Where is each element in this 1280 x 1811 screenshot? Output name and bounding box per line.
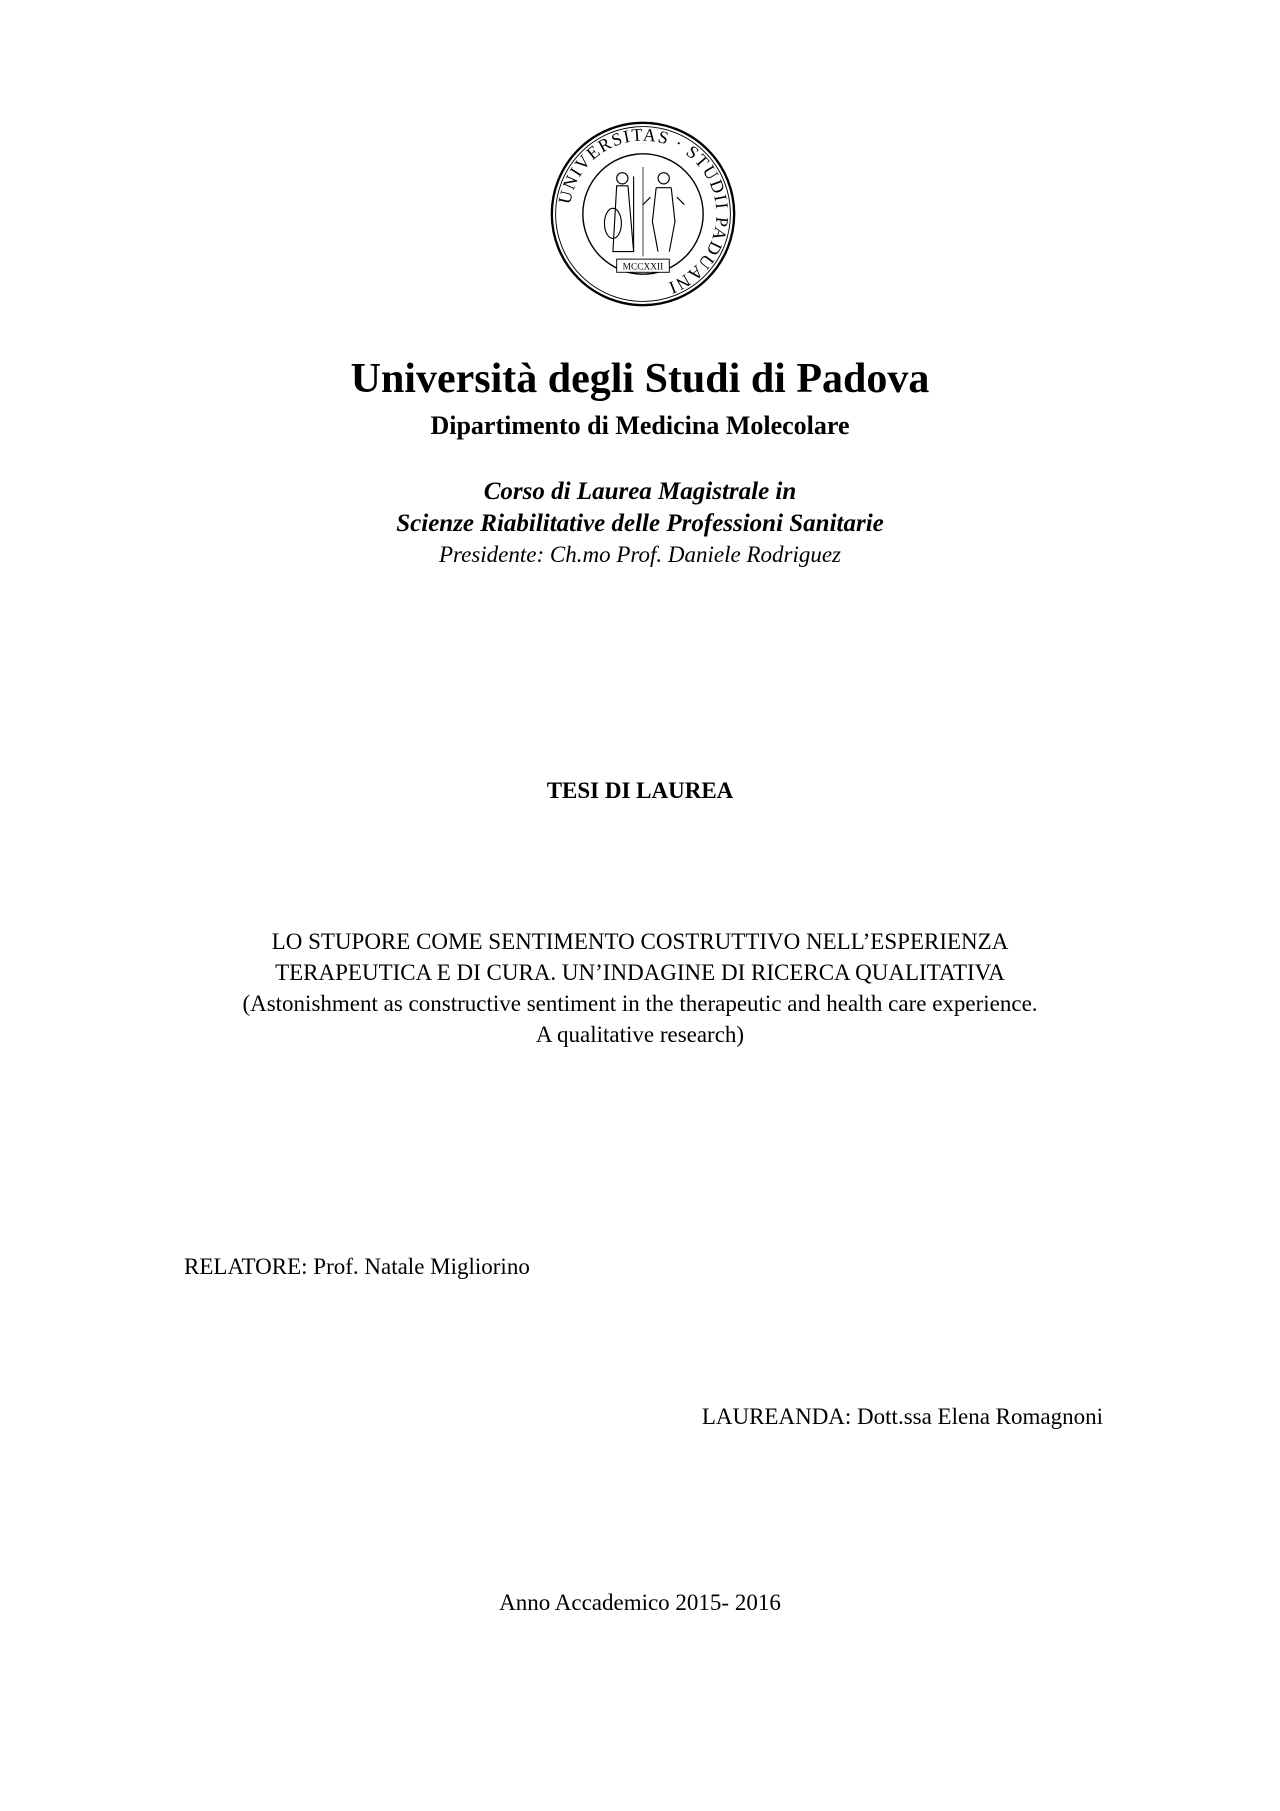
thesis-title-line-1: LO STUPORE COME SENTIMENTO COSTRUTTIVO NELL’ESPERIENZA	[271, 929, 1009, 954]
seal-year: MCCXXII	[622, 262, 664, 273]
seal-right-figure	[643, 173, 684, 252]
course-line-1: Corso di Laurea Magistrale in	[483, 478, 797, 505]
thesis-title-line-3: (Astonishment as constructive sentiment in the therapeutic and health care experience.	[242, 991, 1038, 1016]
seal-ring-text: UNIVERSITAS · STUDII PADUANI	[554, 124, 733, 299]
academic-year: Anno Accademico 2015- 2016	[499, 1590, 781, 1615]
thesis-title-line-2: TERAPEUTICA E DI CURA. UN’INDAGINE DI RICERCA QUALITATIVA	[275, 960, 1005, 985]
laureanda-line: LAUREANDA: Dott.ssa Elena Romagnoni	[701, 1404, 1103, 1429]
course-line-2: Scienze Riabilitative delle Professioni Sanitarie	[396, 510, 884, 537]
department-name: Dipartimento di Medicina Molecolare	[430, 411, 850, 440]
relatore-line: RELATORE: Prof. Natale Migliorino	[184, 1254, 530, 1279]
university-seal-logo	[549, 120, 737, 308]
thesis-title-line-4: A qualitative research)	[535, 1022, 745, 1047]
course-president: Presidente: Ch.mo Prof. Daniele Rodriguez	[438, 542, 841, 567]
seal-left-figure	[604, 173, 633, 252]
thesis-label: TESI DI LAUREA	[546, 778, 734, 803]
university-name: Università degli Studi di Padova	[350, 356, 930, 402]
